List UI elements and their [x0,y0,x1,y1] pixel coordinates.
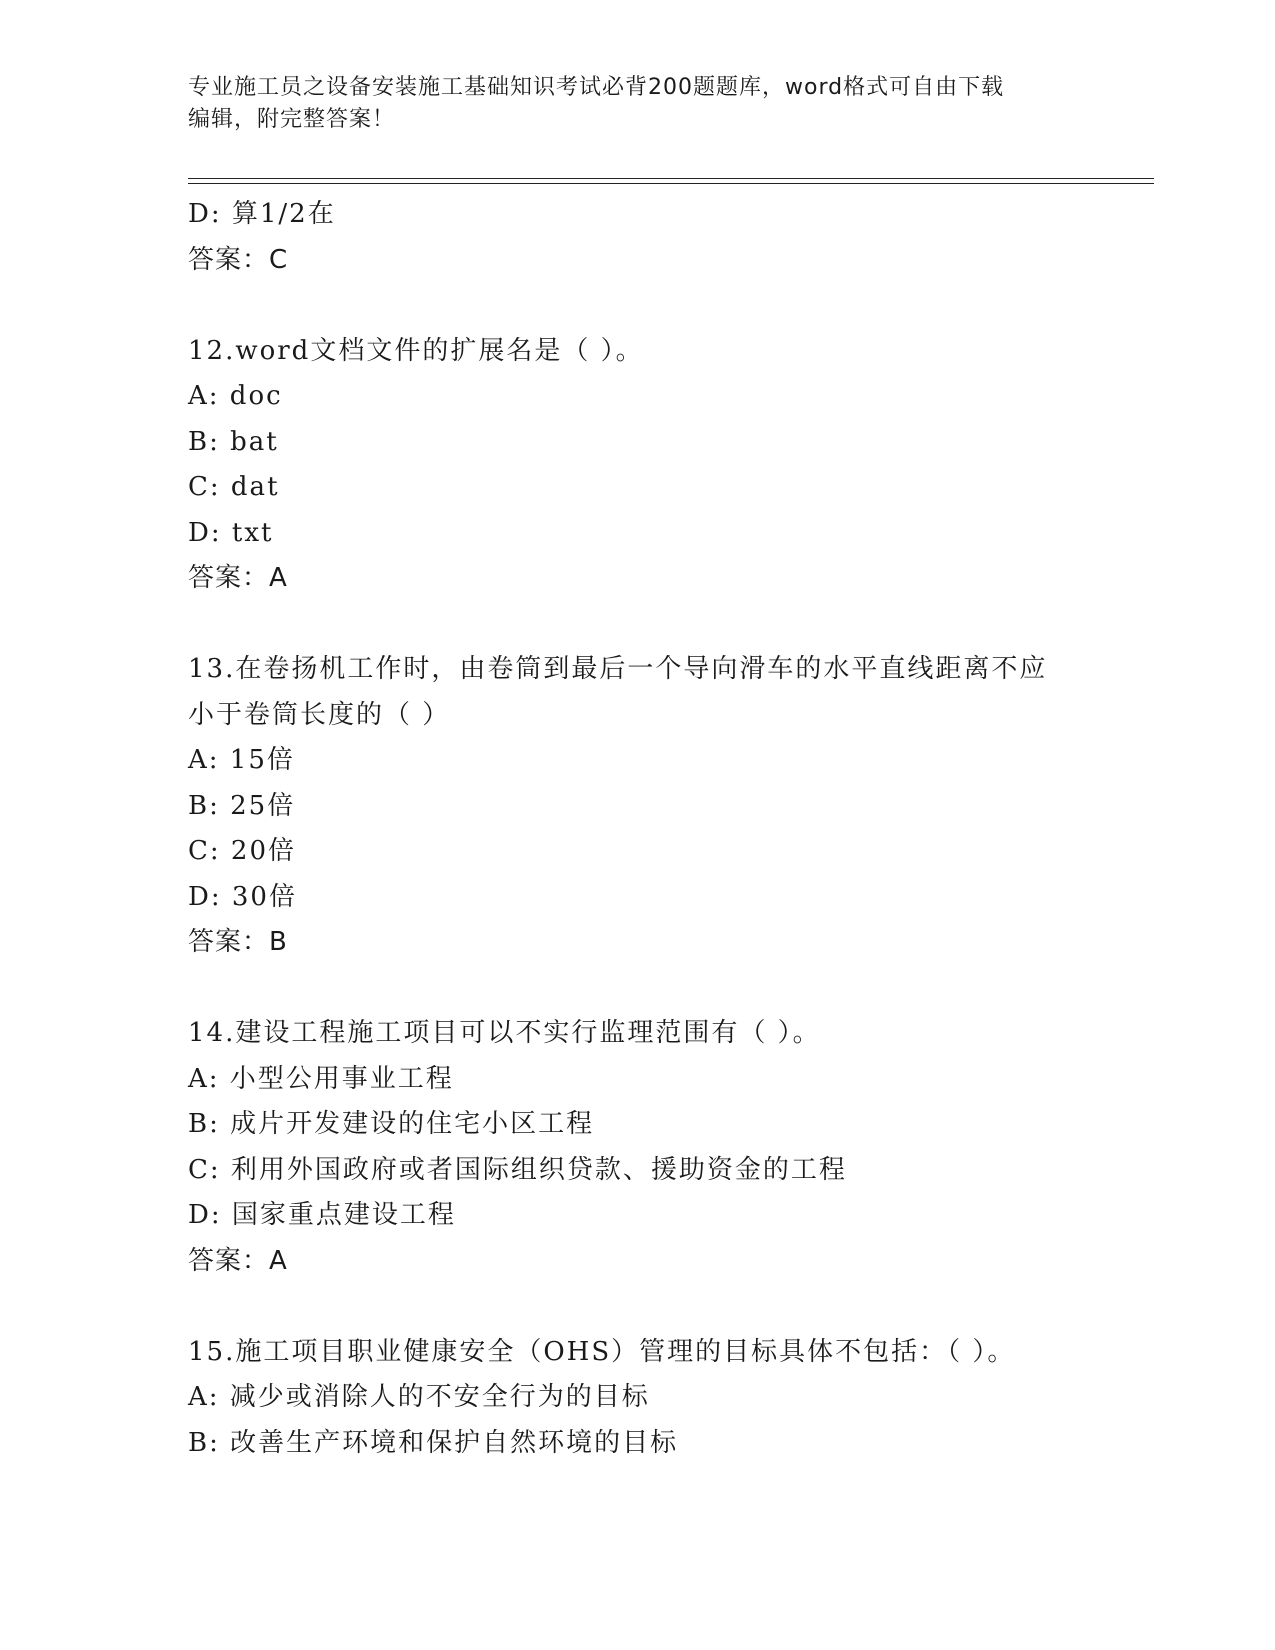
option-b: B: 成片开发建设的住宅小区工程 [188,1109,595,1139]
header-rule-top [188,178,1154,179]
option-a: A: 15倍 [188,745,295,775]
question-14 [188,1011,1148,1284]
option-b: B: 改善生产环境和保护自然环境的目标 [188,1427,679,1458]
option-c: C: 利用外国政府或者国际组织贷款、援助资金的工程 [188,1154,847,1185]
question-title-line-1: 13.在卷扬机工作时，由卷筒到最后一个导向滑车的水平直线距离不应 [188,654,1048,684]
question-title: 15.施工项目职业健康安全（OHS）管理的目标具体不包括：（ ）。 [188,1336,1016,1367]
question-content [188,192,1148,1466]
option-d: D: 国家重点建设工程 [188,1200,456,1230]
question-title: 14.建设工程施工项目可以不实行监理范围有（ ）。 [188,1018,821,1048]
option-c: C: dat [188,472,280,502]
header-line-2: 编辑，附完整答案！ [188,107,396,132]
option-b: B: bat [188,426,279,457]
option-c: C: 20倍 [188,836,297,866]
header-line-1: 专业施工员之设备安装施工基础知识考试必背200题题库，word格式可自由下载 [188,75,1005,100]
option-d: D: txt [188,517,274,548]
question-15 [188,1330,1148,1467]
prev-answer: 答案：C [188,244,289,275]
question-title: 12.word文档文件的扩展名是（ ）。 [188,335,644,366]
spacer [188,1284,1148,1330]
option-b: B: 25倍 [188,790,296,821]
answer: 答案：B [188,927,288,957]
option-a: A: 减少或消除人的不安全行为的目标 [188,1382,650,1412]
header-rule-bottom [188,183,1154,184]
option-a: A: doc [188,381,283,411]
answer: 答案：A [188,563,288,593]
answer: 答案：A [188,1245,288,1276]
spacer [188,602,1148,648]
document-header [188,72,1088,136]
option-a: A: 小型公用事业工程 [188,1063,454,1094]
question-title-line-2: 小于卷筒长度的（ ） [188,699,451,730]
option-d: D: 30倍 [188,881,297,912]
question-13 [188,647,1148,966]
spacer [188,966,1148,1012]
spacer [188,283,1148,329]
question-12 [188,329,1148,602]
prev-option-d: D: 算1/2在 [188,199,336,229]
